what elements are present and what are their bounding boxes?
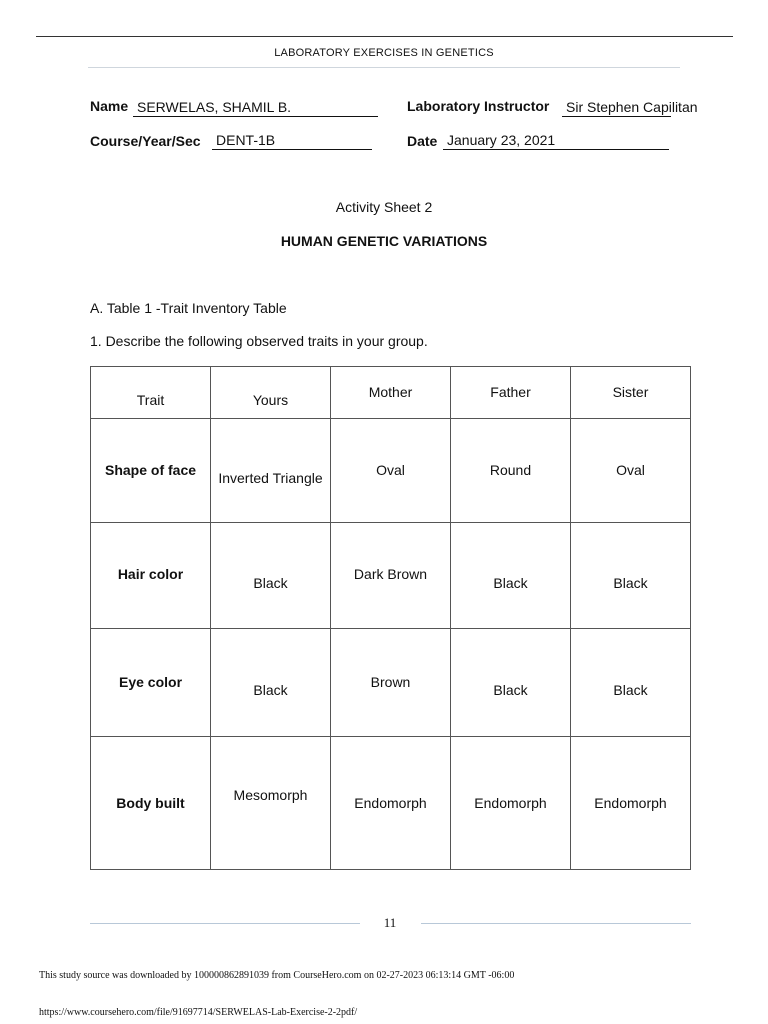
instructor-field: Sir Stephen Capilitan <box>562 99 671 117</box>
instructor-label: Laboratory Instructor <box>407 98 550 114</box>
header-cell-sister: Sister <box>571 367 691 419</box>
yours-cell: Inverted Triangle <box>211 419 331 523</box>
table-row <box>91 419 691 523</box>
trait-cell: Body built <box>91 737 211 870</box>
instruction-text: 1. Describe the following observed traits in your group. <box>90 333 428 349</box>
footer-rule-right <box>421 923 691 924</box>
sister-cell: Black <box>571 523 691 629</box>
yours-cell: Black <box>211 629 331 737</box>
mother-cell: Brown <box>331 629 451 737</box>
sister-cell: Black <box>571 629 691 737</box>
source-url-link[interactable]: https://www.coursehero.com/file/91697714/SERWELAS-Lab-Exercise-2-2pdf/ <box>39 1007 358 1018</box>
mother-cell: Dark Brown <box>331 523 451 629</box>
footer-rule-left <box>90 923 360 924</box>
header-cell-mother: Mother <box>331 367 451 419</box>
mother-cell: Oval <box>331 419 451 523</box>
father-cell: Endomorph <box>451 737 571 870</box>
yours-cell: Black <box>211 523 331 629</box>
table-row <box>91 523 691 629</box>
activity-subtitle: Activity Sheet 2 <box>335 199 433 215</box>
trait-cell: Shape of face <box>91 419 211 523</box>
section-heading: A. Table 1 -Trait Inventory Table <box>90 300 287 316</box>
table-header-row <box>91 367 691 419</box>
father-cell: Black <box>451 629 571 737</box>
date-field: January 23, 2021 <box>443 132 669 150</box>
download-notice: This study source was downloaded by 100000862891039 from CourseHero.com on 02-27-2023 06:13:14 GMT -06:00 <box>39 970 515 981</box>
course-label: Course/Year/Sec <box>90 133 201 149</box>
header-rule <box>88 67 680 68</box>
yours-cell: Mesomorph <box>211 737 331 870</box>
name-label: Name <box>90 98 129 114</box>
trait-cell: Hair color <box>91 523 211 629</box>
father-cell: Round <box>451 419 571 523</box>
trait-inventory-table <box>90 366 691 870</box>
father-cell: Black <box>451 523 571 629</box>
top-rule <box>36 36 733 37</box>
mother-cell: Endomorph <box>331 737 451 870</box>
name-field: SERWELAS, SHAMIL B. <box>133 99 378 117</box>
activity-title: HUMAN GENETIC VARIATIONS <box>280 233 488 249</box>
running-header: LABORATORY EXERCISES IN GENETICS <box>274 47 494 59</box>
header-cell-yours: Yours <box>211 367 331 419</box>
header-cell-trait: Trait <box>91 367 211 419</box>
sister-cell: Oval <box>571 419 691 523</box>
header-cell-father: Father <box>451 367 571 419</box>
table-row <box>91 629 691 737</box>
page-number: 11 <box>383 915 397 930</box>
sister-cell: Endomorph <box>571 737 691 870</box>
trait-cell: Eye color <box>91 629 211 737</box>
course-field: DENT-1B <box>212 132 372 150</box>
table-row <box>91 737 691 870</box>
date-label: Date <box>407 133 438 149</box>
